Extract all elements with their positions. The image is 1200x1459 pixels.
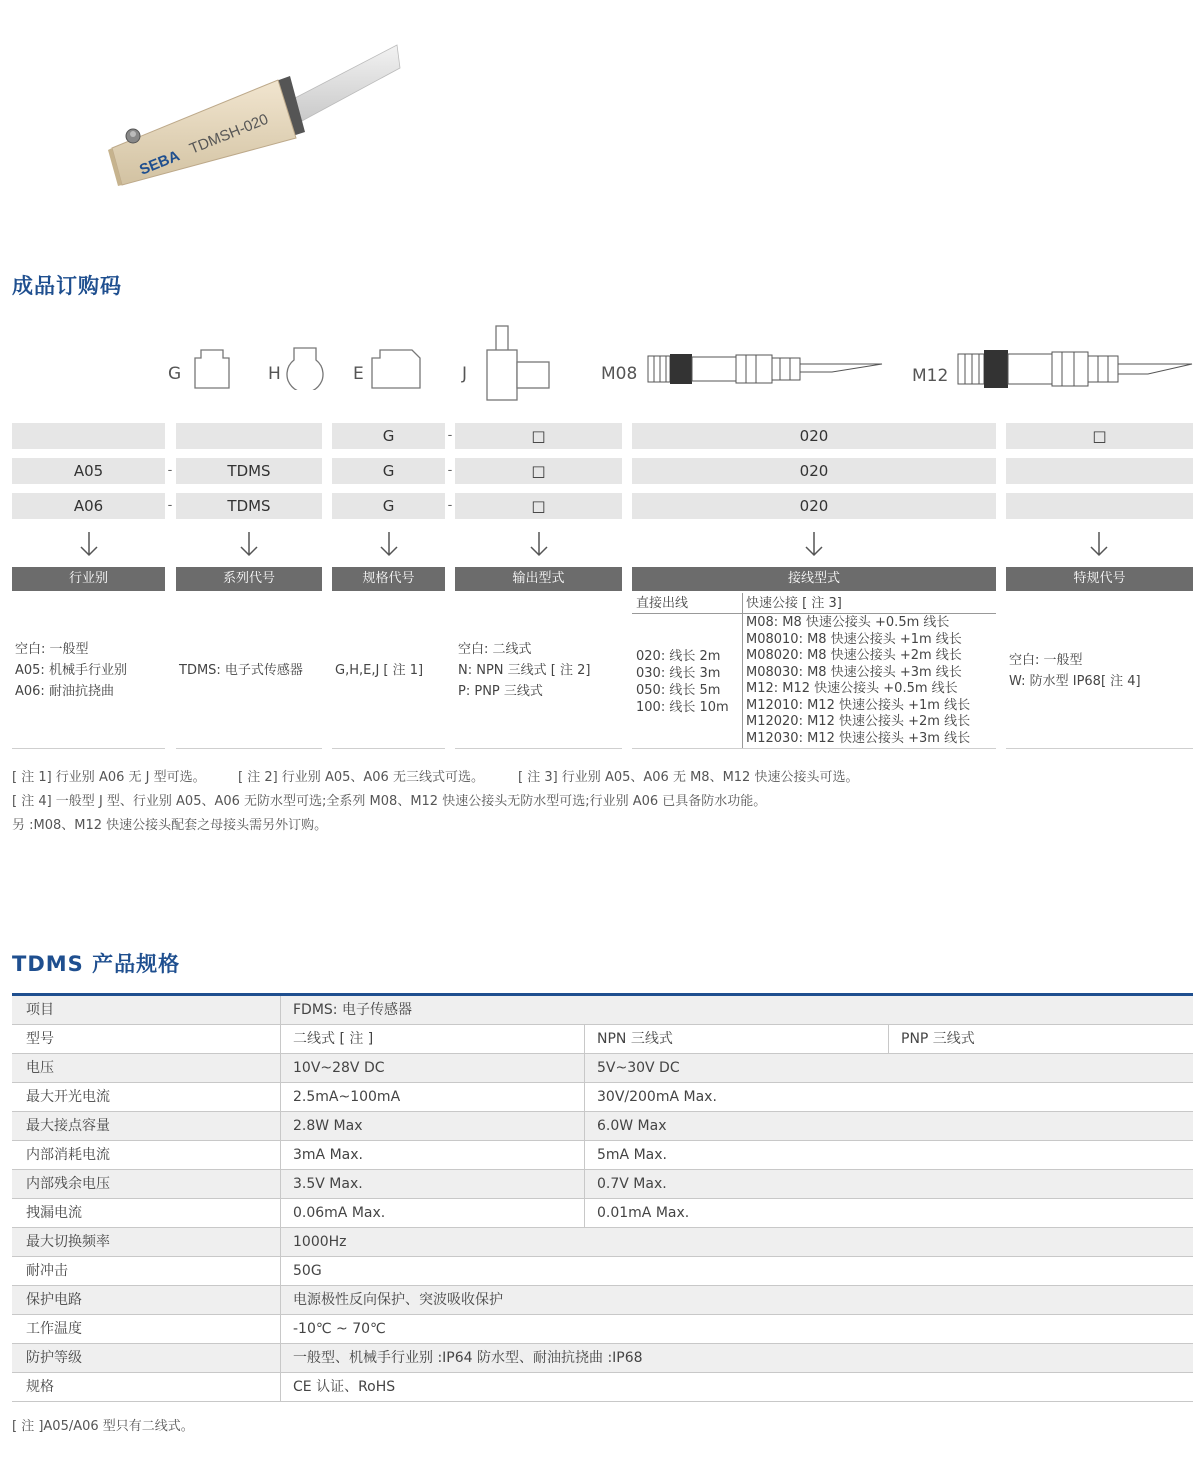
code-cell: G bbox=[332, 423, 445, 449]
table-row bbox=[12, 1025, 1193, 1054]
code-cell: 020 bbox=[632, 458, 996, 484]
code-cell: 020 bbox=[632, 493, 996, 519]
row-value-two-wire: 3.5V Max. bbox=[280, 1170, 584, 1198]
sensor-product-image bbox=[100, 40, 410, 195]
wiring-direct-list: 020: 线长 2m 030: 线长 3m 050: 线长 5m 100: 线长 10m bbox=[636, 649, 729, 715]
row-value-two-wire: 10V~28V DC bbox=[280, 1054, 584, 1082]
table-row bbox=[12, 1228, 1193, 1257]
header-spec: 规格代号 bbox=[332, 567, 445, 591]
type-h-icon bbox=[284, 346, 326, 390]
special-desc: 空白: 一般型 W: 防水型 IP68[ 注 4] bbox=[1009, 653, 1141, 689]
column-rule bbox=[176, 748, 322, 749]
code-cell: A05 bbox=[12, 458, 165, 484]
header-industry: 行业别 bbox=[12, 567, 165, 591]
header-wiring: 接线型式 bbox=[632, 567, 996, 591]
table-row bbox=[12, 1344, 1193, 1373]
type-label-g: G bbox=[168, 364, 182, 384]
ordering-code-title: 成品订购码 bbox=[12, 274, 122, 298]
code-cell: G bbox=[332, 458, 445, 484]
column-rule bbox=[332, 748, 445, 749]
note-1: [ 注 1] 行业别 A06 无 J 型可选。 bbox=[12, 770, 206, 785]
separator-dash: - bbox=[447, 463, 453, 478]
row-value: 1000Hz bbox=[280, 1228, 1193, 1256]
row-value-three-wire: 5mA Max. bbox=[584, 1141, 1193, 1169]
brand-text: SEBA bbox=[137, 147, 183, 179]
row-key: 最大切换频率 bbox=[26, 1234, 110, 1250]
code-cell: □ bbox=[455, 493, 622, 519]
spec-desc: G,H,E,J [ 注 1] bbox=[335, 663, 424, 678]
code-cell: □ bbox=[1006, 423, 1193, 449]
table-row bbox=[12, 1054, 1193, 1083]
row-value: CE 认证、RoHS bbox=[280, 1373, 1193, 1401]
row-value-pnp: PNP 三线式 bbox=[888, 1025, 1193, 1053]
series-desc: TDMS: 电子式传感器 bbox=[179, 663, 303, 678]
wiring-quick-list: M08: M8 快速公接头 +0.5m 线长 M08010: M8 快速公接头 +1m 线长 M08020: M8 快速公接头 +2m 线长 M08030: M8 快速公接头 +3m 线长 M12: M12 快速公接头 +0.5m 线长 M12010: M12 快速公接头 +1m 线长 M12020: M12 快速公接头 +2m 线长 M12030: M12 快速公接头 +3m 线长 bbox=[746, 615, 971, 746]
row-key: 耐冲击 bbox=[26, 1263, 68, 1279]
note-4: [ 注 4] 一般型 J 型、行业别 A05、A06 无防水型可选;全系列 M08、M12 快速公接头无防水型可选;行业别 A06 已具备防水功能。 bbox=[12, 794, 767, 809]
type-e-icon bbox=[370, 348, 422, 390]
row-value-two-wire: 3mA Max. bbox=[280, 1141, 584, 1169]
table-row bbox=[12, 1199, 1193, 1228]
table-row bbox=[12, 1083, 1193, 1112]
table-row bbox=[12, 1286, 1193, 1315]
code-cell: TDMS bbox=[176, 493, 322, 519]
wiring-col-divider bbox=[742, 593, 743, 748]
note-3: [ 注 3] 行业别 A05、A06 无 M8、M12 快速公接头可选。 bbox=[518, 770, 859, 785]
row-value-two-wire: 2.5mA~100mA bbox=[280, 1083, 584, 1111]
type-j-icon bbox=[484, 324, 554, 404]
row-key: 内部消耗电流 bbox=[26, 1147, 110, 1163]
spec-title: TDMS 产品规格 bbox=[12, 952, 181, 976]
code-cell bbox=[1006, 493, 1193, 519]
row-key: 型号 bbox=[26, 1031, 54, 1047]
row-value-three-wire: 6.0W Max bbox=[584, 1112, 1193, 1140]
type-label-j: J bbox=[462, 364, 468, 384]
row-value-three-wire: 5V~30V DC bbox=[584, 1054, 1193, 1082]
row-value-three-wire: 30V/200mA Max. bbox=[584, 1083, 1193, 1111]
row-value-three-wire: 0.7V Max. bbox=[584, 1170, 1193, 1198]
code-cell: A06 bbox=[12, 493, 165, 519]
table-row bbox=[12, 1373, 1193, 1402]
row-key: 最大开光电流 bbox=[26, 1089, 110, 1105]
header-output: 输出型式 bbox=[455, 567, 622, 591]
code-cell bbox=[176, 423, 322, 449]
arrow-down-icon bbox=[239, 531, 259, 557]
code-cell: □ bbox=[455, 423, 622, 449]
column-rule bbox=[455, 748, 622, 749]
code-cell: TDMS bbox=[176, 458, 322, 484]
code-cell bbox=[1006, 458, 1193, 484]
type-label-h: H bbox=[268, 364, 281, 384]
wiring-sub-quick: 快速公接 [ 注 3] bbox=[746, 596, 842, 611]
code-cell: 020 bbox=[632, 423, 996, 449]
arrow-down-icon bbox=[1089, 531, 1109, 557]
column-rule bbox=[1006, 748, 1193, 749]
code-cell bbox=[12, 423, 165, 449]
row-value: 50G bbox=[280, 1257, 1193, 1285]
row-value-two-wire: 2.8W Max bbox=[280, 1112, 584, 1140]
row-value-two-wire: 0.06mA Max. bbox=[280, 1199, 584, 1227]
type-label-m12: M12 bbox=[912, 366, 949, 386]
type-g-icon bbox=[193, 348, 233, 390]
row-value: 电源极性反向保护、突波吸收保护 bbox=[280, 1286, 1193, 1314]
row-value-three-wire: 0.01mA Max. bbox=[584, 1199, 1193, 1227]
row-key: 项目 bbox=[26, 1002, 54, 1018]
spec-footnote: [ 注 ]A05/A06 型只有二线式。 bbox=[12, 1419, 194, 1434]
column-rule bbox=[12, 748, 165, 749]
table-row bbox=[12, 996, 1193, 1025]
arrow-down-icon bbox=[379, 531, 399, 557]
m08-connector-icon bbox=[646, 350, 886, 390]
separator-dash: - bbox=[167, 498, 173, 513]
header-series: 系列代号 bbox=[176, 567, 322, 591]
spec-table bbox=[12, 993, 1193, 1402]
row-key: 工作温度 bbox=[26, 1321, 82, 1337]
code-cell: G bbox=[332, 493, 445, 519]
arrow-down-icon bbox=[529, 531, 549, 557]
row-key: 防护等级 bbox=[26, 1350, 82, 1366]
code-cell: □ bbox=[455, 458, 622, 484]
table-row bbox=[12, 1112, 1193, 1141]
separator-dash: - bbox=[447, 498, 453, 513]
table-row bbox=[12, 1315, 1193, 1344]
wiring-sub-direct: 直接出线 bbox=[636, 596, 689, 611]
row-key: 保护电路 bbox=[26, 1292, 82, 1308]
header-special: 特规代号 bbox=[1006, 567, 1193, 591]
row-value-two-wire: 二线式 [ 注 ] bbox=[280, 1025, 584, 1053]
separator-dash: - bbox=[447, 428, 453, 443]
type-label-m08: M08 bbox=[601, 364, 638, 384]
row-key: 最大接点容量 bbox=[26, 1118, 110, 1134]
row-value: FDMS: 电子传感器 bbox=[280, 996, 1193, 1024]
row-key: 电压 bbox=[26, 1060, 54, 1076]
note-5: 另 :M08、M12 快速公接头配套之母接头需另外订购。 bbox=[12, 818, 328, 833]
arrow-down-icon bbox=[79, 531, 99, 557]
table-row bbox=[12, 1141, 1193, 1170]
row-value-npn: NPN 三线式 bbox=[584, 1025, 888, 1053]
type-label-e: E bbox=[353, 364, 364, 384]
model-text: TDMSH-020 bbox=[187, 110, 271, 158]
row-value: 一般型、机械手行业别 :IP64 防水型、耐油抗挠曲 :IP68 bbox=[280, 1344, 1193, 1372]
m12-connector-icon bbox=[956, 346, 1196, 392]
row-value: -10℃ ~ 70℃ bbox=[280, 1315, 1193, 1343]
column-rule bbox=[632, 748, 996, 749]
arrow-down-icon bbox=[804, 531, 824, 557]
row-key: 规格 bbox=[26, 1379, 54, 1395]
industry-desc: 空白: 一般型 A05: 机械手行业别 A06: 耐油抗挠曲 bbox=[15, 642, 127, 699]
wiring-sub-divider bbox=[632, 613, 996, 614]
row-key: 拽漏电流 bbox=[26, 1205, 82, 1221]
table-row bbox=[12, 1170, 1193, 1199]
note-2: [ 注 2] 行业别 A05、A06 无三线式可选。 bbox=[238, 770, 484, 785]
output-desc: 空白: 二线式 N: NPN 三线式 [ 注 2] P: PNP 三线式 bbox=[458, 642, 591, 699]
row-key: 内部残余电压 bbox=[26, 1176, 110, 1192]
separator-dash: - bbox=[167, 463, 173, 478]
table-row bbox=[12, 1257, 1193, 1286]
